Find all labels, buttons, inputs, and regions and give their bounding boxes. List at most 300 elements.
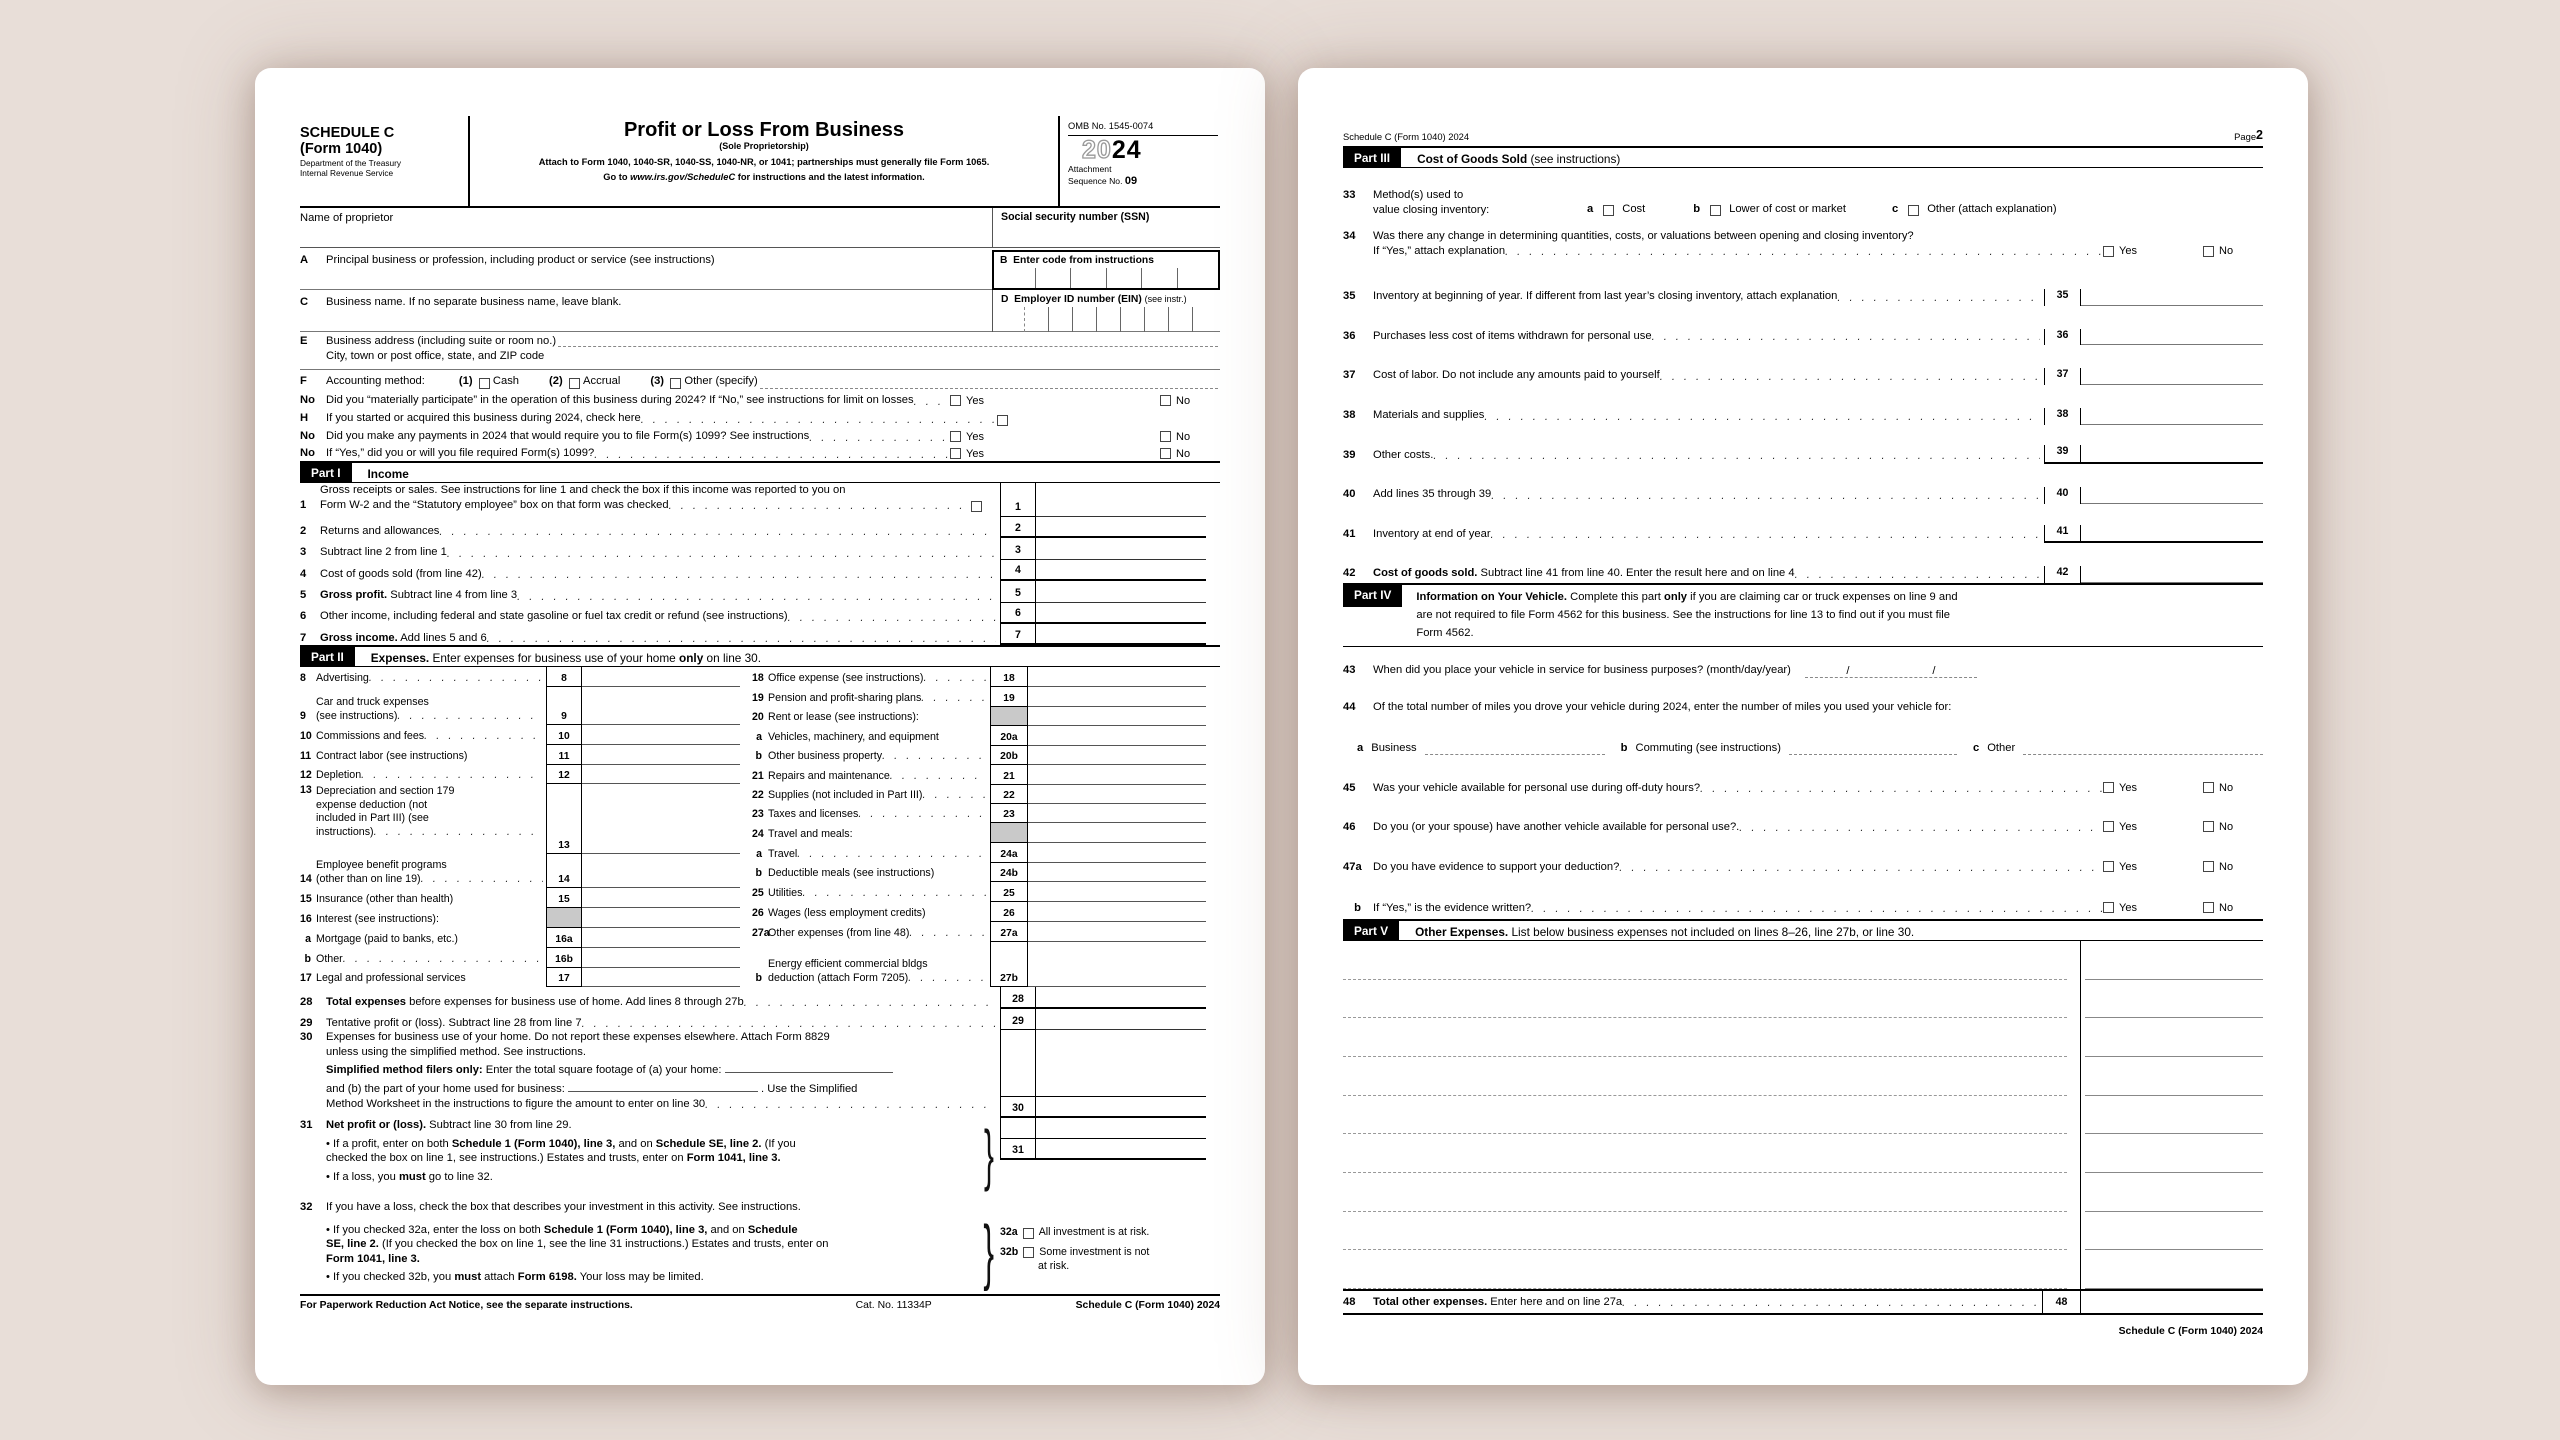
line-7-amount-cell[interactable] [1036,624,1206,645]
dot-leaders [908,972,987,985]
l31-t2: must [398,1171,426,1184]
exp-24b-amount-cell[interactable] [1028,863,1206,882]
line-42-row [1343,543,2263,583]
l32-s2: Schedule 1 (Form 1040), line 3, [543,1223,708,1236]
line-7-row [300,624,1220,645]
row-i [300,426,1220,444]
checkbox-h[interactable] [997,415,1008,426]
line-33-label-1: Method(s) used to [1373,189,1464,201]
line-30-p4: and (b) the part of your home used for business: [326,1083,565,1096]
other-expense-row-5[interactable] [1343,1096,2263,1135]
line-31-amount-cell[interactable] [1036,1138,1206,1160]
omb-number: OMB No. 1545-0074 [1068,120,1218,136]
line-1-amount-cell[interactable] [1036,483,1206,517]
ein-digit-cells[interactable] [1001,307,1216,332]
vehicle-service-date-input[interactable] [1805,664,1977,678]
l47b-yes: Yes [2119,901,2137,914]
dot-leaders [1652,330,2040,343]
line-29-amount-cell[interactable] [1036,1009,1206,1030]
exp-20b-amount-cell[interactable] [1028,746,1206,765]
line-39-no: 39 [1343,448,1356,461]
dot-leaders [1619,861,2103,874]
part-1-tag: Part I [300,463,352,482]
row-h-letter: H [300,412,309,425]
exp-13-label-4: instructions) [316,825,374,838]
other-expense-row-6[interactable] [1343,1134,2263,1173]
schedule-c-title: SCHEDULE C [300,125,395,141]
line-28-label-bold: Total expenses [326,995,406,1008]
other-explanation-label: Other (attach explanation) [1927,202,2057,215]
l31-s7: Form 1041, line 3. [686,1152,781,1165]
line-5-label: Subtract line 4 from line 3 [387,589,518,601]
other-expenses-list [1343,941,2263,1289]
exp-9-amount-cell[interactable] [582,687,740,725]
line-31-label-bold: Net profit or (loss). [326,1119,427,1132]
method-1-no: (1) [458,375,473,388]
line-42-num: 42 [2044,566,2081,583]
l31-s2: Schedule 1 (Form 1040), line 3, [451,1137,616,1150]
dot-leaders [397,710,543,723]
exp-27a-no: 27a [752,926,770,939]
checkbox-47a-yes[interactable] [2103,861,2114,872]
dot-leaders [421,873,543,886]
l31-s3: and on [615,1137,656,1150]
exp-27b-amount-cell[interactable] [1028,942,1206,987]
sequence-label: Sequence No. [1068,176,1125,187]
line-5-amount-cell[interactable] [1036,581,1206,602]
ein-box[interactable] [992,290,1220,332]
exp-14-label-1: Employee benefit programs [316,859,447,872]
line-43-row [1343,663,2263,678]
l32-s6: (If you checked the box on line 1, see the line 31 instructions.) Estates and trusts, enter on [378,1238,829,1251]
exp-14-amount-cell[interactable] [582,854,740,888]
exp-15-amount-cell[interactable] [582,888,740,908]
lower-letter: b [1693,202,1701,215]
row-b-letter: B [1000,255,1008,266]
part-4-s1: Complete this part [1567,591,1665,603]
year-outline: 20 [1082,136,1112,165]
exp-21-num: 21 [990,765,1028,785]
l32-t3: attach [481,1270,518,1283]
line-7-num: 7 [1000,624,1036,645]
dot-leaders [1739,821,2103,834]
paperwork-notice: For Paperwork Reduction Act Notice, see the separate instructions. [300,1300,633,1312]
schedule-c-page-2 [1298,68,2308,1385]
dot-leaders [1795,568,2040,581]
line-31-num: 31 [1000,1138,1036,1160]
checkbox-cost[interactable] [1603,205,1614,216]
part-2-title-end: on line 30. [703,651,761,666]
checkbox-lower-cost[interactable] [1710,205,1721,216]
business-miles-input[interactable] [1425,743,1605,755]
line-35-row [1343,266,2263,306]
part-5-bar [1343,919,2263,941]
row-d-letter: D [1001,294,1009,305]
checkbox-47a-no[interactable] [2203,861,2214,872]
exp-23-amount-cell[interactable] [1028,804,1206,823]
other-expense-row-9[interactable] [1343,1250,2263,1289]
other-method-input[interactable] [760,376,1218,389]
checkbox-46-yes[interactable] [2103,821,2114,832]
line-38-label: Materials and supplies [1373,409,1485,422]
dot-leaders [705,1098,994,1111]
other-expense-row-1[interactable] [1343,941,2263,980]
dot-leaders [802,887,987,900]
checkbox-statutory-employee[interactable] [971,501,982,512]
line-30-num: 30 [1000,1096,1036,1118]
row-a-label[interactable]: Principal business or profession, including product or service (see instructions) [326,254,715,266]
line-30-amount-cell[interactable] [1036,1096,1206,1118]
line-33-label-2: value closing inventory: [1373,203,1490,216]
date-slash-2: / [1932,664,1936,677]
exp-15-num: 15 [546,888,582,908]
line-37-amount-cell[interactable] [2081,384,2263,385]
line-32-block [300,1200,1220,1293]
line-2-amount-cell[interactable] [1036,517,1206,538]
line-36-amount-cell[interactable] [2081,344,2263,345]
line-2-num: 2 [1000,517,1036,538]
checkbox-47b-yes[interactable] [2103,902,2114,913]
l45-no: No [2219,781,2234,794]
line-7-label-bold: Gross income. [320,631,398,644]
checkbox-i-no[interactable] [1160,431,1171,442]
exp-20a-num: 20a [990,726,1028,746]
part-3-title: (see instructions) [1527,152,1621,166]
line-29-no: 29 [300,1016,313,1029]
part-2-title-bold: Expenses. [370,651,430,666]
row-j-question: If “Yes,” did you or will you file required Form(s) 1099? [326,447,595,460]
year-solid: 24 [1111,136,1142,165]
line-44-abc-row [1343,741,2263,756]
exp-19-num: 19 [990,687,1028,707]
dot-leaders [487,632,996,645]
l47a-no: No [2219,860,2234,873]
line-47b-no: b [1354,901,1361,914]
line-37-row [1343,345,2263,385]
page-label: Page [2234,130,2257,142]
checkbox-47b-no[interactable] [2203,902,2214,913]
checkbox-34-yes[interactable] [2103,246,2114,257]
exp-26-amount-cell[interactable] [1028,902,1206,922]
page-2-form-ref: Schedule C (Form 1040) 2024 [1343,130,1470,142]
line-28-no: 28 [300,995,313,1008]
checkbox-g-no[interactable] [1160,395,1171,406]
checkbox-j-yes[interactable] [950,448,961,459]
checkbox-32b[interactable] [1023,1247,1034,1258]
exp-20b-label: Other business property [768,749,883,762]
exp-16-amount-cell [582,908,740,928]
dot-leaders [922,789,987,802]
other-miles-input[interactable] [2023,743,2263,755]
business-address-input[interactable] [558,334,1218,347]
row-a-b [300,248,1220,290]
other-expense-row-2[interactable] [1343,980,2263,1019]
line-31-label: Subtract line 30 from line 29. [426,1119,572,1132]
exp-27b-num: 27b [990,942,1028,987]
line-39-label: Other costs. [1373,448,1434,461]
line-5-label-bold: Gross profit. [320,589,388,601]
expense-amount-line[interactable] [2085,1288,2263,1289]
line-48-amount-cell[interactable] [2081,1291,2263,1313]
dot-leaders [369,672,543,685]
name-of-proprietor-label[interactable]: Name of proprietor [300,212,394,224]
checkbox-i-yes[interactable] [950,431,961,442]
exp-22-amount-cell[interactable] [1028,785,1206,804]
exp-16-num-gray [546,908,582,928]
row-e2-label[interactable]: City, town or post office, state, and ZIP code [326,349,545,362]
line-6-amount-cell[interactable] [1036,603,1206,624]
line-46-row [1343,820,2263,834]
exp-18-no: 18 [752,671,764,684]
line-2-no: 2 [300,524,307,537]
l44-business-label: Business [1371,741,1417,754]
part-2-tag: Part II [300,647,355,666]
line-29-label: Tentative profit or (loss). Subtract line 28 from line 7 [326,1016,582,1029]
exp-17-num: 17 [546,968,582,987]
line-41-label: Inventory at end of year [1373,527,1491,540]
dot-leaders [447,547,996,560]
row-e2-indent [300,349,326,364]
exp-26-no: 26 [752,906,764,919]
page-2-form-id: Schedule C (Form 1040) 2024 [2118,1326,2263,1338]
line-42-no: 42 [1343,567,1356,580]
row-g [300,389,1220,408]
line-39-amount-cell[interactable] [2081,462,2263,464]
part-3-title-bold: Cost of Goods Sold [1417,152,1528,166]
exp-13-amount-cell[interactable] [582,784,740,854]
exp-27a-amount-cell[interactable] [1028,922,1206,942]
checkbox-32a[interactable] [1023,1228,1034,1239]
line-38-row [1343,385,2263,425]
line-29-num: 29 [1000,1009,1036,1030]
checkbox-accrual[interactable] [569,378,580,389]
row-d-label: Employer ID number (EIN) [1014,294,1142,305]
line-43-no: 43 [1343,664,1356,677]
exp-18-label: Office expense (see instructions) [768,671,924,684]
line-40-amount-cell[interactable] [2081,503,2263,504]
l44-b-letter: b [1620,741,1628,754]
checkbox-other-method[interactable] [670,378,681,389]
exp-14-num: 14 [546,854,582,888]
accounting-method-label: Accounting method: [326,375,425,388]
line-30-p1: Expenses for business use of your home. Do not report these expenses elsewhere. Attach Form 8829 [326,1031,830,1044]
l46-no: No [2219,820,2234,833]
exp-19-amount-cell[interactable] [1028,687,1206,707]
line-7-no: 7 [300,631,307,644]
line-6-no: 6 [300,610,307,623]
checkbox-j-no[interactable] [1160,448,1171,459]
exp-12-amount-cell[interactable] [582,765,740,784]
exp-15-label: Insurance (other than health) [316,892,454,905]
other-expense-row-8[interactable] [1343,1212,2263,1251]
exp-8-amount-cell[interactable] [582,667,740,687]
exp-20b-num: 20b [990,746,1028,765]
line-5-no: 5 [300,589,307,601]
line-31-brace: } [984,1117,994,1193]
dot-leaders [1433,449,2040,462]
line-48-label: Enter here and on line 27a [1487,1295,1623,1308]
dot-leaders [890,770,987,783]
row-j [300,444,1220,461]
exp-20b-no: b [755,749,762,762]
expense-desc-line[interactable] [1343,1288,2067,1289]
exp-24a-amount-cell[interactable] [1028,843,1206,863]
line-3-label: Subtract line 2 from line 1 [320,546,447,559]
checkbox-g-yes[interactable] [950,395,961,406]
attachment-label: Attachment [1068,164,1112,175]
form-header-center [470,116,1060,206]
checkbox-other-inventory[interactable] [1908,205,1919,216]
exp-20-amount-cell [1028,707,1206,726]
checkbox-46-no[interactable] [2203,821,2214,832]
exp-22-label: Supplies (not included in Part III) [768,788,923,801]
line-38-no: 38 [1343,409,1356,422]
exp-13-num: 13 [546,784,582,854]
checkbox-45-no[interactable] [2203,782,2214,793]
row-c-label[interactable]: Business name. If no separate business name, leave blank. [326,296,622,308]
exp-11-amount-cell[interactable] [582,745,740,765]
exp-13-label-3: included in Part III) (see [316,812,429,825]
line-45-label: Was your vehicle available for personal use during off-duty hours? [1373,781,1701,794]
exp-17-amount-cell[interactable] [582,968,740,987]
l32-t5: Your loss may be limited. [576,1270,704,1283]
line-40-no: 40 [1343,488,1356,501]
exp-25-num: 25 [990,882,1028,902]
line-46-no: 46 [1343,820,1356,833]
l32-s5: SE, line 2. [326,1238,379,1251]
line-41-amount-cell[interactable] [2081,541,2263,543]
line-28-num: 28 [1000,987,1036,1009]
other-expense-row-4[interactable] [1343,1057,2263,1096]
j-yes-label: Yes [966,447,984,460]
name-of-proprietor-row [300,208,1220,248]
line-6-num: 6 [1000,603,1036,624]
business-code-box[interactable] [992,250,1220,290]
exp-18-amount-cell[interactable] [1028,667,1206,687]
line-28-row [300,987,1220,1009]
l31-t1: • If a loss, you [326,1171,399,1184]
i-yes-label: Yes [966,430,984,443]
exp-25-amount-cell[interactable] [1028,882,1206,902]
row-g-question: Did you “materially participate” in the operation of this business during 2024? If “No,” see instructions for limit on losses [326,394,914,407]
line-47a-no: 47a [1343,860,1362,873]
line-34-block [1343,229,2263,258]
part-4-s3: if you are claiming car or truck expenses on line 9 and [1687,591,1958,603]
exp-11-label: Contract labor (see instructions) [316,749,468,762]
dot-leaders [439,525,996,538]
line-46-label: Do you (or your spouse) have another vehicle available for personal use?. [1373,820,1740,833]
checkbox-cash[interactable] [479,378,490,389]
exp-27a-label: Other expenses (from line 48) [768,926,910,939]
l44-other-label: Other [1987,741,2016,754]
exp-20-num-gray [990,707,1028,726]
exp-27b-label-2: deduction (attach Form 7205) [768,971,909,984]
part-1-bar [300,461,1220,483]
code-digit-cells[interactable] [1000,268,1212,288]
dot-leaders [517,590,996,603]
line-41-no: 41 [1343,527,1356,540]
checkbox-34-no[interactable] [2203,246,2214,257]
method-3-no: (3) [650,375,665,388]
line-2-row [300,517,1220,538]
line-3-amount-cell[interactable] [1036,538,1206,559]
l45-yes: Yes [2119,781,2137,794]
irs-url: www.irs.gov/ScheduleC [630,172,736,183]
exp-8-no: 8 [300,671,306,684]
row-d-small: (see instr.) [1144,294,1187,304]
business-sqft-input[interactable] [568,1080,758,1092]
exp-18-num: 18 [990,667,1028,687]
dot-leaders [1531,902,2103,915]
dot-leaders [914,395,950,408]
exp-25-no: 25 [752,886,764,899]
line-4-amount-cell[interactable] [1036,560,1206,581]
commuting-miles-input[interactable] [1789,743,1957,755]
exp-24b-label: Deductible meals (see instructions) [768,866,935,879]
line-30-no: 30 [300,1031,313,1044]
checkbox-45-yes[interactable] [2103,782,2114,793]
cat-no: Cat. No. 11334P [855,1300,932,1312]
line-6-label: Other income, including federal and state gasoline or fuel tax credit or refund (see instructions) [320,610,788,623]
row-i-letter: No [300,430,315,443]
line-7-label: Add lines 5 and 6 [397,631,487,644]
line-35-amount-cell[interactable] [2081,305,2263,306]
exp-27b-label-1: Energy efficient commercial bldgs [768,958,928,971]
other-specify-label: Other (specify) [684,375,758,388]
l44-c-letter: c [1972,741,1980,754]
l32-t2: must [454,1270,482,1283]
part-2-title: Enter expenses for business use of your home [429,651,680,666]
other-expense-row-7[interactable] [1343,1173,2263,1212]
home-sqft-input[interactable] [725,1061,893,1073]
exp-16-label: Interest (see instructions): [316,912,439,925]
exp-10-amount-cell[interactable] [582,725,740,745]
other-expense-row-3[interactable] [1343,1018,2263,1057]
exp-21-amount-cell[interactable] [1028,765,1206,785]
exp-16b-amount-cell[interactable] [582,948,740,968]
line-4-no: 4 [300,567,307,580]
line-42-amount-cell[interactable] [2081,582,2263,583]
exp-16-no: 16 [300,912,312,925]
line-44-label: Of the total number of miles you drove your vehicle during 2024, enter the number of miles you used your vehicle for: [1373,700,1952,713]
form-header-left [300,116,470,206]
line-45-no: 45 [1343,781,1356,794]
row-e-letter: E [300,335,308,347]
line-6-row [300,603,1220,624]
exp-14-label-2: (other than on line 19) [316,872,421,885]
part-2-only: only [679,651,704,666]
line-38-amount-cell[interactable] [2081,424,2263,425]
line-4-row [300,560,1220,581]
dot-leaders [1700,782,2103,795]
line-35-num: 35 [2044,289,2081,306]
exp-24a-num: 24a [990,843,1028,863]
line-3-no: 3 [300,546,307,559]
exp-15-no: 15 [300,892,312,905]
line-28-amount-cell[interactable] [1036,987,1206,1009]
page-number: 2 [2256,127,2263,142]
part-1-title: Income [367,467,409,481]
ssn-field[interactable]: Social security number (SSN) [992,208,1220,247]
line-30-p5: Method Worksheet in the instructions to figure the amount to enter on line 30 [326,1097,706,1110]
line-31-block [300,1118,1220,1200]
exp-16a-amount-cell[interactable] [582,928,740,948]
exp-20a-amount-cell[interactable] [1028,726,1206,746]
exp-24a-label: Travel [768,847,798,860]
part-4-tag: Part IV [1343,585,1402,607]
form-subtitle: (Sole Proprietorship) [719,141,809,151]
line-35-label: Inventory at beginning of year. If different from last year’s closing inventory, attach explanation [1373,290,1838,303]
